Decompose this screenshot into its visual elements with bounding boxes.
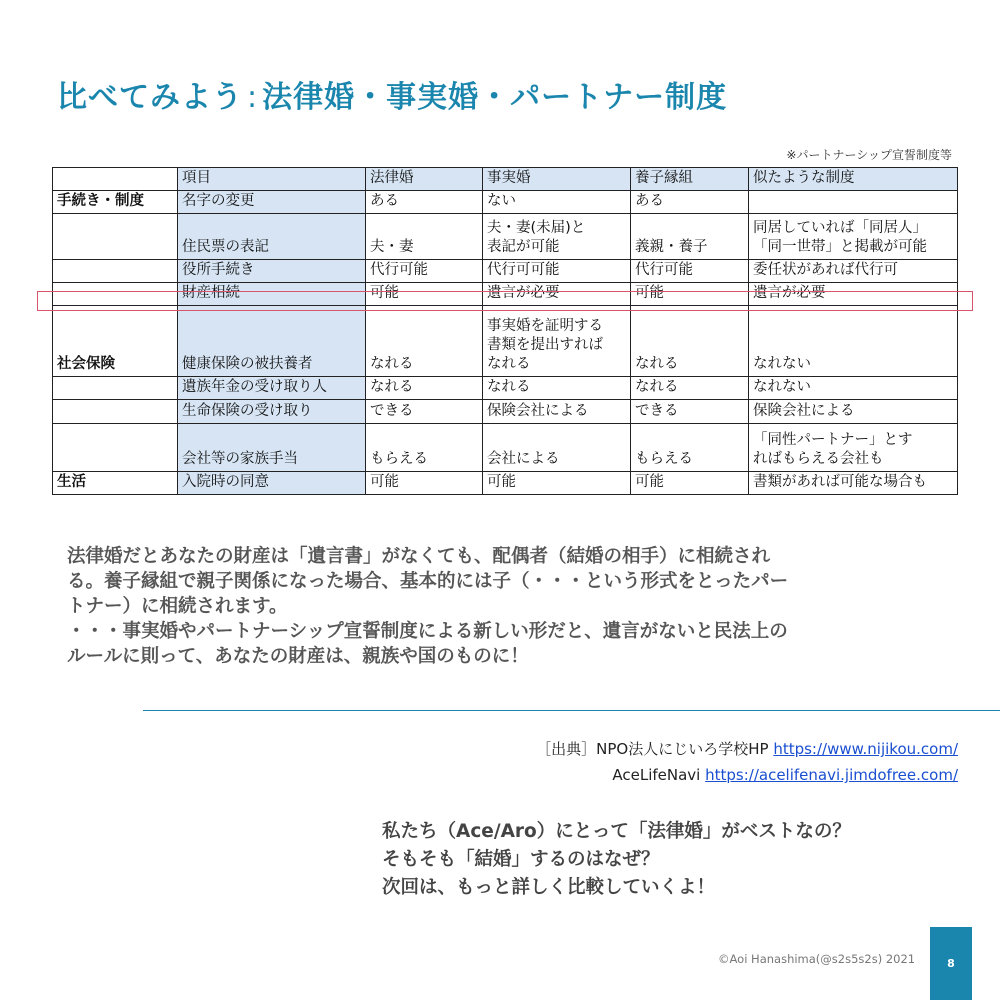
title-separator: :	[247, 80, 259, 115]
item-cell: 住民票の表記	[178, 214, 366, 260]
table-row	[53, 377, 958, 400]
table-cell: なれる	[631, 306, 749, 377]
source-link-nijikou[interactable]: https://www.nijikou.com/	[773, 740, 958, 758]
table-cell: ない	[483, 191, 631, 214]
table-cell: 可能	[631, 472, 749, 495]
source-link-acelifenavi[interactable]: https://acelifenavi.jimdofree.com/	[705, 766, 958, 784]
table-cell: なれない	[749, 306, 958, 377]
question-line: 次回は、もっと詳しく比較していくよ！	[382, 877, 716, 898]
table-cell: 義親・養子	[631, 214, 749, 260]
table-row	[53, 191, 958, 214]
paragraph-line: トナー）に相続されます。	[67, 596, 288, 617]
table-cell: 夫・妻	[366, 214, 483, 260]
table-cell: なれる	[366, 306, 483, 377]
question-line: そもそも「結婚」するのはなぜ？	[382, 849, 660, 870]
explanation-paragraph	[67, 544, 957, 669]
table-header-cell: 似たような制度	[749, 168, 958, 191]
title-main: 比べてみよう	[57, 80, 243, 115]
table-cell: 代行可能	[366, 260, 483, 283]
cell-line: 事実婚を証明する	[487, 318, 603, 334]
category-cell	[53, 260, 178, 283]
table-cell: できる	[631, 400, 749, 424]
table-cell: もらえる	[366, 424, 483, 472]
table-cell: できる	[366, 400, 483, 424]
table-cell: 可能	[366, 472, 483, 495]
table-cell	[483, 306, 631, 377]
page-title	[57, 72, 727, 116]
item-cell: 会社等の家族手当	[178, 424, 366, 472]
comparison-table	[52, 167, 958, 495]
category-cell	[53, 424, 178, 472]
table-cell: 代行可能	[631, 260, 749, 283]
cell-line: 表記が可能	[487, 239, 560, 255]
cell-line: なれる	[487, 356, 531, 372]
table-note: ※パートナーシップ宣誓制度等	[786, 148, 952, 162]
table-cell: 委任状があれば代行可	[749, 260, 958, 283]
source-line-2	[612, 766, 958, 784]
table-header-cell: 事実婚	[483, 168, 631, 191]
item-cell: 財産相続	[178, 283, 366, 306]
table-cell: ある	[366, 191, 483, 214]
table-cell: 会社による	[483, 424, 631, 472]
item-cell: 役所手続き	[178, 260, 366, 283]
table-header-cell: 項目	[178, 168, 366, 191]
paragraph-line: ・・・事実婚やパートナーシップ宣誓制度による新しい形だと、遺言がないと民法上の	[67, 621, 788, 642]
table-row	[53, 260, 958, 283]
table-cell: 代行可可能	[483, 260, 631, 283]
category-cell: 社会保険	[53, 306, 178, 377]
category-cell: 手続き・制度	[53, 191, 178, 214]
cell-line: ればもらえる会社も	[753, 451, 884, 467]
cell-line: 夫・妻(未届)と	[487, 220, 586, 236]
table-cell: 保険会社による	[749, 400, 958, 424]
table-cell	[749, 191, 958, 214]
table-cell: 可能	[366, 283, 483, 306]
page-number-badge	[930, 927, 972, 1000]
table-cell: 書類があれば可能な場合も	[749, 472, 958, 495]
table-cell: なれる	[483, 377, 631, 400]
table-cell: 可能	[483, 472, 631, 495]
table-cell: 保険会社による	[483, 400, 631, 424]
divider-line	[143, 710, 1000, 711]
table-cell: ある	[631, 191, 749, 214]
item-cell: 健康保険の被扶養者	[178, 306, 366, 377]
table-cell	[749, 214, 958, 260]
paragraph-line: ルールに則って、あなたの財産は、親族や国のものに！	[67, 646, 529, 667]
table-cell: もらえる	[631, 424, 749, 472]
table-row	[53, 283, 958, 306]
paragraph-line: る。養子縁組で親子関係になった場合、基本的には子（・・・という形式をとったパー	[67, 571, 789, 592]
cell-line: 同居していれば「同居人」	[753, 220, 927, 236]
table-cell: 遺言が必要	[483, 283, 631, 306]
table-cell: なれない	[749, 377, 958, 400]
table-row	[53, 214, 958, 260]
table-header-row	[53, 168, 958, 191]
copyright: ©Aoi Hanashima(@s2s5s2s) 2021	[718, 952, 916, 966]
table-row	[53, 400, 958, 424]
table-row	[53, 306, 958, 377]
item-cell: 生命保険の受け取り	[178, 400, 366, 424]
paragraph-line: 法律婚だとあなたの財産は「遺言書」がなくても、配偶者（結婚の相手）に相続され	[67, 546, 771, 567]
table-header-cell	[53, 168, 178, 191]
table-row	[53, 472, 958, 495]
category-cell	[53, 377, 178, 400]
category-cell: 生活	[53, 472, 178, 495]
cell-line: 「同一世帯」と掲載が可能	[753, 239, 927, 255]
cell-line: 書類を提出すれば	[487, 337, 603, 353]
table-cell: 遺言が必要	[749, 283, 958, 306]
table-header-cell: 法律婚	[366, 168, 483, 191]
category-cell	[53, 214, 178, 260]
table-cell: なれる	[366, 377, 483, 400]
item-cell: 入院時の同意	[178, 472, 366, 495]
table-header-cell: 養子縁組	[631, 168, 749, 191]
category-cell	[53, 283, 178, 306]
source-line-1	[536, 738, 958, 759]
table-cell: 可能	[631, 283, 749, 306]
table-row	[53, 424, 958, 472]
category-cell	[53, 400, 178, 424]
item-cell: 名字の変更	[178, 191, 366, 214]
table-cell	[749, 424, 958, 472]
source-label: ［出典］NPO法人にじいろ学校HP	[536, 740, 769, 758]
source-label: AceLifeNavi	[612, 766, 701, 784]
item-cell: 遺族年金の受け取り人	[178, 377, 366, 400]
question-line: 私たち（Ace/Aro）にとって「法律婚」がベストなの？	[382, 821, 851, 842]
table-cell	[483, 214, 631, 260]
title-sub: 法律婚・事実婚・パートナー制度	[262, 80, 728, 115]
table-cell: なれる	[631, 377, 749, 400]
page-number: 8	[947, 957, 955, 970]
closing-questions	[382, 818, 851, 902]
cell-line: 「同性パートナー」とす	[753, 432, 913, 448]
